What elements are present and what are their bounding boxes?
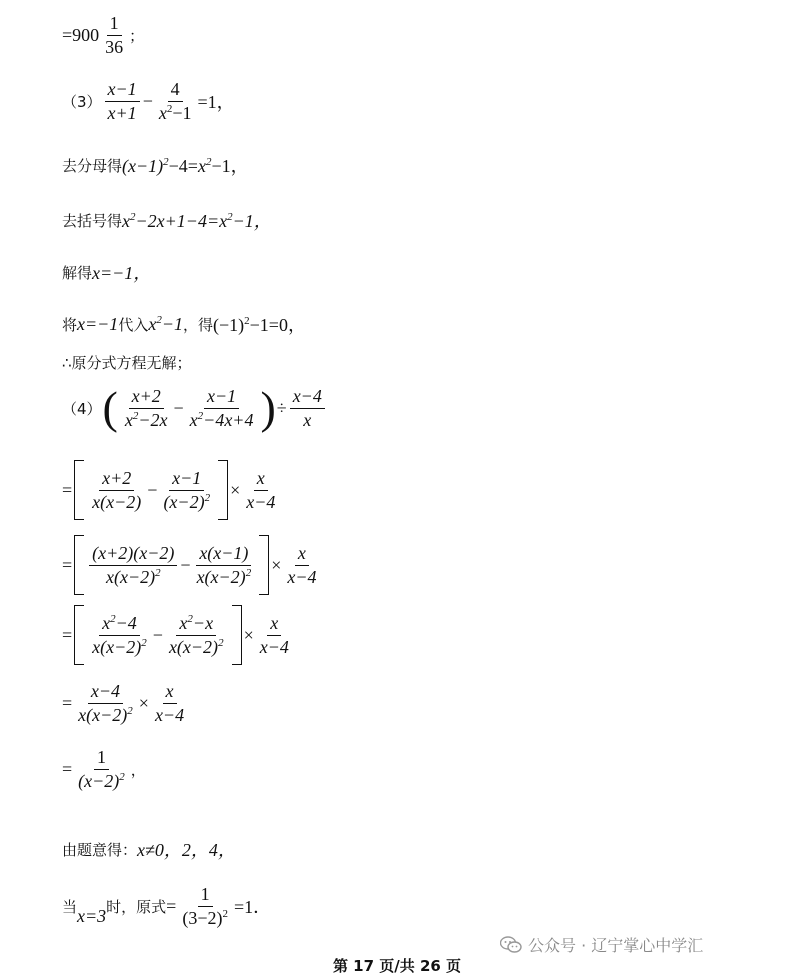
step-solve: 解得 x=−1， xyxy=(62,263,152,283)
step-r1: = $\frac{x+2}{x(x-2)}$ − $\frac{x-1}{(x-2)^2}$ × $\frac{x}{x-4}$ xyxy=(62,460,281,520)
line-result-900: =900 $\frac{1}{36}$ ； xyxy=(62,13,145,57)
part3-equation: （3） $\frac{x-1}{x+1}$ − $\frac{4}{x^2-1}$ =1， xyxy=(62,79,235,123)
part4-label: （4） xyxy=(62,399,102,418)
part3-frac2: $\frac{4}{x^2-1}$ xyxy=(158,79,192,123)
part3-frac1: $\frac{x-1}{x+1}$ xyxy=(105,80,140,123)
step-denominator: 去分母得 $(x-1)^2-4=x^2-1$， xyxy=(62,156,249,176)
step-check: 将 x=−1 代入 $x^2-1$ ，得 $(-1)^2-1=0$， xyxy=(62,313,306,335)
step-r2: = $\frac{(x+2)(x-2)}{x(x-2)^2}$ − $\frac{x(x-1)}{x(x-2)^2}$ × $\frac{x}{x-4}$ xyxy=(62,535,322,595)
watermark xyxy=(500,933,703,956)
step-r5: = $\frac{1}{(x-2)^2}$ ， xyxy=(62,747,146,791)
part3-label: （3） xyxy=(62,92,102,111)
watermark-text: 公众号 · 辽宁掌心中学汇 xyxy=(528,936,704,955)
eq-900: =900 xyxy=(62,24,100,45)
final-value-line: 当 x=3 时，原式 = $\frac{1}{(3-2)^2}$ =1． xyxy=(62,884,272,928)
wechat-icon xyxy=(500,936,522,954)
part4-expression: （4） ( $\frac{x+2}{x^2-2x}$ − $\frac{x-1}{x^2-4x+4}$ ) ÷ $\frac{x-4}{x}$ xyxy=(62,385,328,431)
page-footer: 第 17 页/共 26 页 xyxy=(332,957,462,975)
step-r3: = $\frac{x^2-4}{x(x-2)^2}$ − $\frac{x^2-x}{x(x-2)^2}$ × $\frac{x}{x-4}$ xyxy=(62,605,295,665)
no-solution-conclusion: ∴原分式方程无解； xyxy=(62,354,192,372)
step-r4: = $\frac{x-4}{x(x-2)^2}$ × $\frac{x}{x-4}$ xyxy=(62,681,185,725)
step-brackets: 去括号得 $x^2-2x+1-4=x^2-1$， xyxy=(62,211,272,231)
condition-line: 由题意得： x≠0，2，4， xyxy=(62,840,236,860)
fraction-1-36: $\frac{1}{36}$ xyxy=(105,13,124,57)
